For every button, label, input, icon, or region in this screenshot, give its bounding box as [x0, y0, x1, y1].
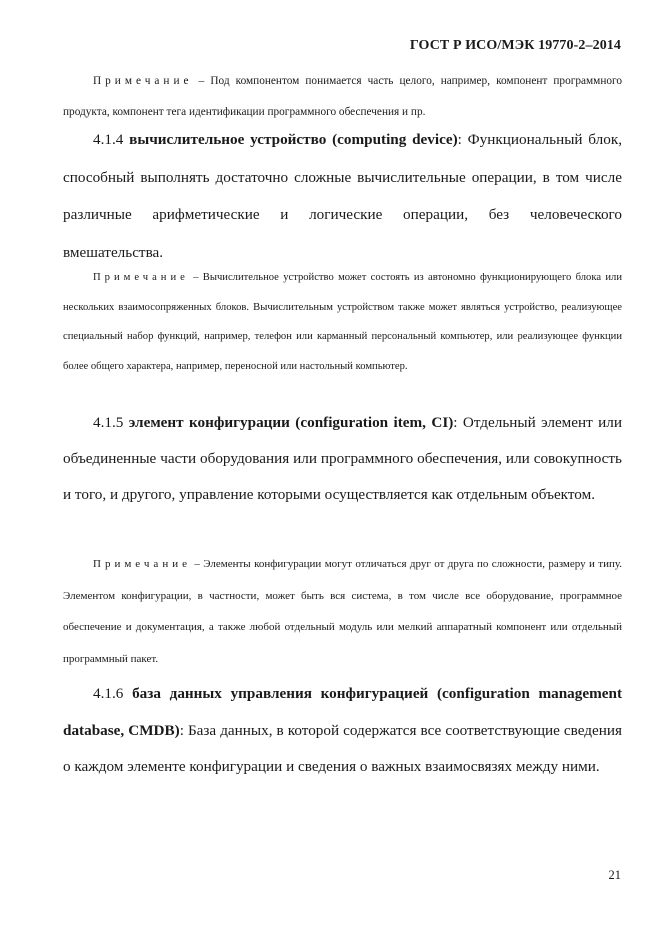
- note-label: Примечание: [93, 558, 191, 570]
- page-number: 21: [608, 868, 621, 882]
- term-definition: : Отдельный элемент или объединенные части оборудования или программного обеспечения, или совокупность и того, и другого, управление которыми осуществляется как отдельным объектом.: [63, 414, 623, 503]
- note-text: Под компонентом понимается часть целого, например, компонент программного продукта, компонент тега идентификации программного обеспечения и пр.: [63, 75, 623, 118]
- term-number: 4.1.5: [93, 414, 124, 431]
- term-name: вычислительное устройство (computing device): [129, 131, 458, 148]
- note-paragraph: [63, 549, 622, 675]
- term-definition: : Функциональный блок, способный выполнять достаточно сложные вычислительные операции, в том числе различные арифметические и логические операции, без человеческого вмешательства.: [63, 131, 622, 261]
- note-text: Вычислительное устройство может состоять из автономно функционирующего блока или нескольких взаимосопряженных блоков. Вычислительным устройством также может являться устройство, реализующее специальный набор функций, например, телефон или карманный персональный компьютер, или реализующее функции более общего характера, например, переносной или настольный компьютер.: [63, 272, 622, 372]
- term-entry-4-1-4: [63, 121, 622, 271]
- term-name: база данных управления конфигурацией (configuration management database, CMDB): [63, 685, 623, 739]
- term-entry-4-1-6: [63, 676, 622, 786]
- note-dash: –: [194, 558, 200, 570]
- term-entry-4-1-5: [63, 405, 622, 513]
- note-paragraph: [63, 66, 622, 128]
- term-number: 4.1.4: [93, 131, 124, 148]
- term-name: элемент конфигурации (configuration item, CI): [128, 414, 454, 431]
- standard-header: ГОСТ Р ИСО/МЭК 19770-2–2014: [409, 38, 621, 53]
- term-number: 4.1.6: [93, 685, 124, 702]
- note-paragraph: [63, 263, 622, 381]
- note-dash: –: [193, 272, 199, 283]
- note-label: Примечание: [93, 272, 189, 283]
- note-text: Элементы конфигурации могут отличаться друг от друга по сложности, размеру и типу. Элементом конфигурации, в частности, может быть вся система, в том числе все оборудование, программное обеспечение и документация, а также любой отдельный модуль или мелкий аппаратный компонент или отдельный программный пакет.: [63, 558, 623, 665]
- term-definition: : База данных, в которой содержатся все соответствующие сведения о каждом элементе конфигурации и сведения о важных взаимосвязях между ними.: [63, 721, 622, 775]
- note-label: Примечание: [93, 75, 193, 87]
- note-dash: –: [198, 75, 205, 87]
